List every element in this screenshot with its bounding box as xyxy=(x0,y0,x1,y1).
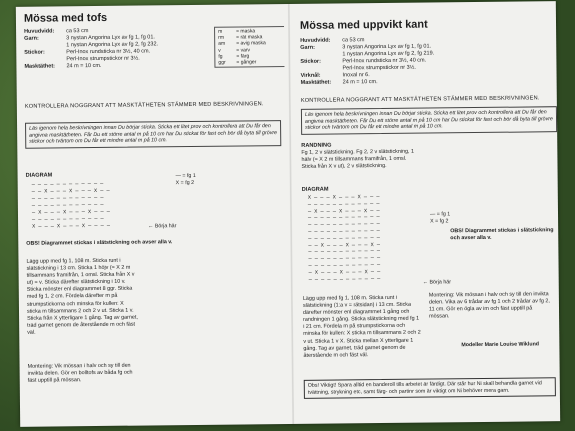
left-spec-row xyxy=(24,62,194,71)
abbreviation: rm xyxy=(218,34,225,41)
randning-label: RANDNING xyxy=(301,142,332,149)
abbreviation-meaning: = varv xyxy=(236,46,251,54)
abbreviation-row xyxy=(218,59,282,66)
spec-key: Masktäthet: xyxy=(300,79,332,86)
abbreviations-box xyxy=(214,26,286,68)
spec-key: Garn: xyxy=(24,35,39,42)
spec-value: Perl-Inox strumpstickor nr 3½. xyxy=(66,55,140,63)
abbreviation-meaning: = rät maska xyxy=(236,34,263,41)
spec-key: Stickor: xyxy=(300,58,321,65)
right-specs xyxy=(300,35,550,87)
right-legend-fg2: X = fg 2 xyxy=(430,218,449,225)
spec-key: Virknål: xyxy=(300,72,321,79)
left-pattern xyxy=(22,4,288,427)
abbreviation: ggr xyxy=(218,59,226,66)
right-check-notice: KONTROLLERA NOGGRANT ATT MASKTÄTHETEN STÄMMER MED BESKRIVNINGEN. xyxy=(300,95,540,104)
left-instructions: Lägg upp med fg 1, 108 m. Sticka runt i slätstickning i 13 cm. Sticka 1 höjv (= X 2 m tillsammans framifrån, 1 omsl. Sticka från X v ut) = v. Sticka därefter slätstickning i 10 v. Sticka mönster enl diagrammet 8 ggr. Sticka med fg 1, 2 cm. Fördela därefter m på strumpstickorna och minska för kullen: X sticka m tillsammans 2 och 2 v ut. Sticka 1 v. Sticka från X ytterligare 1 gång. Tag av garnet, träd garnet genom de återstående m och fäst väl. xyxy=(26,257,138,336)
abbreviation-meaning: = avig maska xyxy=(236,40,266,47)
right-diagram-chart: X — — — X — — — X — — — — — — — — — — — — — — — — X — — — X — — — X — — — — — — — — — — — — — — — — — — — — — — — — — — — — — — — — — — — — — — — — — — — — — — — — — — — — X — — — X — — — X — — — — — — — — — — — — — — — — — — — — — — — — — — — — — — — — — — — — — — X — — — X — — — X — — — — — — — — — — — — — — xyxy=(307,194,381,283)
spec-value: 1 nystan Angorina Lyx av fg 2, fg 219. xyxy=(342,50,435,58)
care-warning-box: Obs! Viktigt! Spara alltid en banderoll tills arbetet är färdigt. Där står hur Ni skall behandla garnet vid tvättning, strykning etc, samt färg- och partinr som är viktigt om Ni behöver mera garn. xyxy=(304,377,556,399)
paper-fold xyxy=(288,4,294,424)
right-title: Mössa med uppvikt kant xyxy=(299,18,428,32)
abbreviation: fg xyxy=(218,53,223,60)
left-check-notice: KONTROLLERA NOGGRANT ATT MASKTÄTHETEN STÄMMER MED BESKRIVNINGEN. xyxy=(24,101,264,110)
right-legend xyxy=(430,211,450,225)
right-montering: Montering: Vik mössan i halv och sy till den invikta delen. Vika av 6 trådar av fg 1 och 2 trådar av fg 2, 11 cm. Gör en ögla av im och fäst upptill på mössan. xyxy=(428,291,550,320)
spec-value: ca 53 cm xyxy=(66,28,89,35)
spec-value: 1 nystan Angorina Lyx av fg 2, fg 232. xyxy=(66,41,159,49)
spec-value: 24 m = 10 cm. xyxy=(66,62,102,70)
left-legend-fg2: X = fg 2 xyxy=(175,179,195,187)
abbreviation: v xyxy=(218,47,221,54)
spec-value: Perl-Inox strumpstickor nr 3½. xyxy=(342,64,416,72)
right-instructions: Lägg upp med fg 1, 108 m. Sticka runt i slätstickning (1:a v = rätsidan) i 13 cm. Sticka därefter mönster enl diagrammet 1 gång och randningen 1 gång. Sticka slätstickning med fg 1 i 21 cm. Fördela m på strumpstickorna och minska för kullen: X sticka m tillsammans 2 och 2 v ut. Sticka 1 v X. Sticka mellan X ytterligare 1 gång. Tag av garnet, träd garnet genom de återstående m och fäst väl. xyxy=(302,294,421,359)
randning-text: Fg 1, 2 v slätstickning. Fg 2, 2 v slätstickning, 1 hälv (= X 2 m tillsammans framifrån, 1 omsl. Sticka från X v ut), 2 v slätstickning. xyxy=(301,148,415,171)
spec-value: Perl-Inox rundsticka nr 3½, 40 cm. xyxy=(66,48,151,56)
spec-key: Huvudvidd: xyxy=(300,37,331,44)
right-obs-note: OBS! Diagrammet stickas i slätstickning och avser alla v. xyxy=(450,227,554,242)
left-specs xyxy=(24,27,194,71)
spec-key: Garn: xyxy=(300,44,315,51)
left-instruction-box: Läs igenom hela beskrivningen innan Du börjar sticka. Sticka ett litet prov och kontrollera att Du får den angivna masktätheten. Får Du ett större antal m på 10 cm har Du stickat för fast och bör då byta till grövre stickor och tvärtom om Du får ett mindre antal m på 10 cm. xyxy=(25,120,281,148)
left-title: Mössa med tofs xyxy=(23,11,108,25)
left-montering: Montering: Vik mössan i halv och sy till den invikta delen. Gör en bolltofs av båda fg och fäst upptill på mössan. xyxy=(27,362,133,384)
left-obs-note: OBS! Diagrammet stickas i slätstickning och avser alla v. xyxy=(26,239,173,247)
abbreviation: am xyxy=(218,41,226,48)
spec-value: ca 53 cm xyxy=(342,37,365,44)
spec-value: 3 nystan Angorina Lyx av fg 1, fg 01. xyxy=(66,34,155,42)
left-diagram-label: DIAGRAM xyxy=(25,172,53,179)
right-diagram-label: DIAGRAM xyxy=(301,186,329,193)
abbreviation-meaning: = gånger xyxy=(236,59,257,66)
spec-value: Inoxal nr 6. xyxy=(342,72,370,79)
left-legend xyxy=(176,173,196,187)
spec-key: Stickor: xyxy=(24,49,45,56)
right-instruction-box: Läs igenom hela beskrivningen innan Du börjar sticka. Sticka ett litet prov och kontrollera att Du får den angivna masktätheten. Får Du ett större antal m på 10 cm har Du stickat för fast och bör då byta till grövre stickor och tvärtom om Du får ett mindre antal m på 10 cm. xyxy=(301,106,557,134)
left-start-here: ← Börja här xyxy=(148,223,177,230)
right-pattern xyxy=(298,1,560,424)
spec-key: Masktäthet: xyxy=(24,63,56,70)
spec-value: 24 m = 10 cm. xyxy=(342,79,378,86)
abbreviation-meaning: = maska xyxy=(236,28,256,35)
spec-value: 3 nystan Angorina Lyx av fg 1, fg 01. xyxy=(342,43,432,51)
right-start-here: ← Börja här xyxy=(422,279,452,286)
abbreviation-meaning: = färg xyxy=(236,53,250,60)
right-spec-row xyxy=(301,77,551,87)
spec-key: Huvudvidd: xyxy=(24,28,55,35)
pattern-sheet xyxy=(16,1,560,427)
abbreviation: m xyxy=(218,28,223,35)
left-legend-fg1: — = fg 1 xyxy=(175,172,196,180)
spec-value: Perl-Inox rundsticka nr 3½, 40 cm. xyxy=(342,57,427,65)
left-diagram-chart: — — — — — — — — — — — — — — X — — — X — — — X — — — — — — — — — — — — — — — — — — — — — — — — — — — X — — — X — — — X — — — — — — — — — — — — — — — X — — — X — — — X — — — — xyxy=(31,180,110,230)
designer-credit: Modeller Marie Louise Wiklund xyxy=(461,341,540,349)
right-legend-fg1: — = fg 1 xyxy=(429,211,451,218)
